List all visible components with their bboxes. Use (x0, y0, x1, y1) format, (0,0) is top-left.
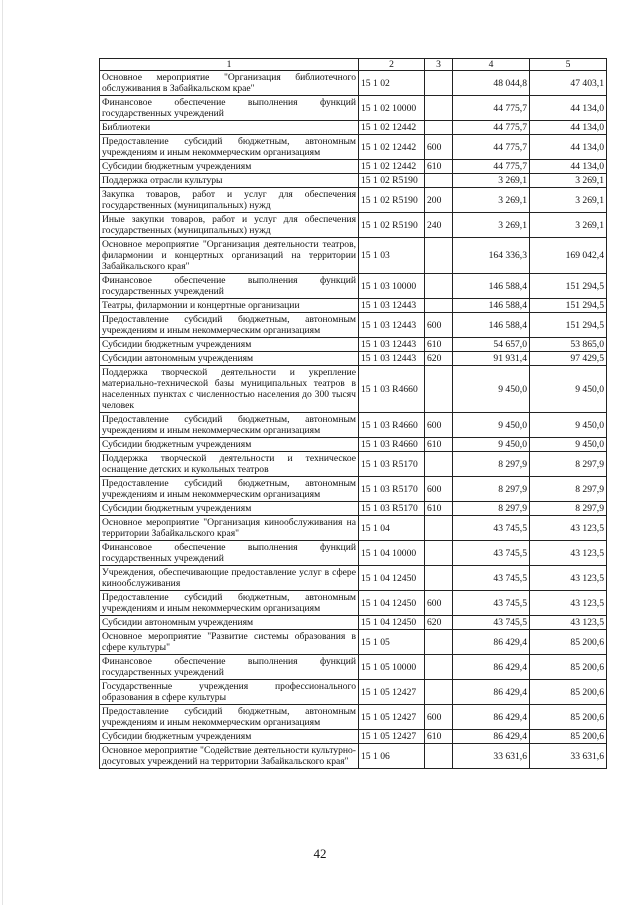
row-amount-1-cell: 9 450,0 (453, 413, 530, 438)
row-expense-type-cell: 610 (425, 502, 453, 516)
row-name-cell: Финансовое обеспечение выполнения функций государственных учреждений (100, 274, 359, 299)
row-amount-2-cell: 43 123,5 (530, 516, 607, 541)
row-code-cell: 15 1 02 10000 (359, 96, 425, 121)
table-row (100, 452, 607, 477)
row-amount-2-cell: 44 134,0 (530, 96, 607, 121)
row-name-cell: Финансовое обеспечение выполнения функций государственных учреждений (100, 96, 359, 121)
row-amount-2-cell: 85 200,6 (530, 730, 607, 744)
table-row (100, 96, 607, 121)
row-name-cell: Предоставление субсидий бюджетным, автономным учреждениям и иным некоммерческим организациям (100, 313, 359, 338)
row-amount-1-cell: 146 588,4 (453, 274, 530, 299)
row-name-cell: Предоставление субсидий бюджетным, автономным учреждениям и иным некоммерческим организациям (100, 413, 359, 438)
row-code-cell: 15 1 04 (359, 516, 425, 541)
row-code-cell: 15 1 02 12442 (359, 135, 425, 160)
scan-edge-line (2, 0, 3, 905)
row-name-cell: Основное мероприятие "Развитие системы образования в сфере культуры" (100, 630, 359, 655)
row-amount-1-cell: 8 297,9 (453, 452, 530, 477)
row-name-cell: Библиотеки (100, 121, 359, 135)
row-code-cell: 15 1 02 R5190 (359, 188, 425, 213)
row-amount-2-cell: 85 200,6 (530, 630, 607, 655)
row-amount-1-cell: 44 775,7 (453, 96, 530, 121)
table-header (100, 59, 607, 71)
row-name-cell: Субсидии бюджетным учреждениям (100, 160, 359, 174)
row-amount-1-cell: 43 745,5 (453, 516, 530, 541)
table-row (100, 616, 607, 630)
row-name-cell: Поддержка творческой деятельности и техническое оснащение детских и кукольных театров (100, 452, 359, 477)
row-name-cell: Основное мероприятие "Содействие деятельности культурно-досуговых учреждений на территории Забайкальского края" (100, 744, 359, 769)
row-amount-2-cell: 85 200,6 (530, 705, 607, 730)
row-code-cell: 15 1 05 12427 (359, 705, 425, 730)
row-code-cell: 15 1 03 R4660 (359, 438, 425, 452)
row-code-cell: 15 1 03 R5170 (359, 502, 425, 516)
row-expense-type-cell: 600 (425, 413, 453, 438)
row-amount-2-cell: 9 450,0 (530, 413, 607, 438)
row-code-cell: 15 1 05 10000 (359, 655, 425, 680)
row-code-cell: 15 1 03 R5170 (359, 477, 425, 502)
row-name-cell: Финансовое обеспечение выполнения функций государственных учреждений (100, 541, 359, 566)
row-name-cell: Финансовое обеспечение выполнения функций государственных учреждений (100, 655, 359, 680)
row-name-cell: Предоставление субсидий бюджетным, автономным учреждениям и иным некоммерческим организациям (100, 135, 359, 160)
row-name-cell: Иные закупки товаров, работ и услуг для обеспечения государственных (муниципальных) нужд (100, 213, 359, 238)
header-col-4: 4 (453, 59, 530, 71)
row-amount-1-cell: 43 745,5 (453, 541, 530, 566)
row-expense-type-cell (425, 566, 453, 591)
row-code-cell: 15 1 03 R5170 (359, 452, 425, 477)
table-row (100, 655, 607, 680)
table-row (100, 121, 607, 135)
row-code-cell: 15 1 03 (359, 238, 425, 274)
row-amount-1-cell: 3 269,1 (453, 174, 530, 188)
row-name-cell: Поддержка творческой деятельности и укрепление материально-технической базы муниципальных театров в населенных пунктах с численностью населения до 300 тысяч человек (100, 366, 359, 413)
table-row (100, 477, 607, 502)
table-row (100, 71, 607, 96)
row-amount-1-cell: 146 588,4 (453, 299, 530, 313)
table-row (100, 566, 607, 591)
row-code-cell: 15 1 02 12442 (359, 121, 425, 135)
row-expense-type-cell: 610 (425, 338, 453, 352)
row-name-cell: Учреждения, обеспечивающие предоставление услуг в сфере кинообслуживания (100, 566, 359, 591)
row-name-cell: Предоставление субсидий бюджетным, автономным учреждениям и иным некоммерческим организациям (100, 591, 359, 616)
row-expense-type-cell (425, 96, 453, 121)
row-amount-1-cell: 146 588,4 (453, 313, 530, 338)
row-expense-type-cell: 200 (425, 188, 453, 213)
row-amount-1-cell: 164 336,3 (453, 238, 530, 274)
row-amount-1-cell: 86 429,4 (453, 730, 530, 744)
row-expense-type-cell (425, 452, 453, 477)
row-amount-1-cell: 44 775,7 (453, 160, 530, 174)
row-amount-2-cell: 85 200,6 (530, 680, 607, 705)
row-code-cell: 15 1 04 12450 (359, 616, 425, 630)
row-name-cell: Субсидии бюджетным учреждениям (100, 502, 359, 516)
row-amount-2-cell: 85 200,6 (530, 655, 607, 680)
row-expense-type-cell: 600 (425, 135, 453, 160)
row-code-cell: 15 1 03 R4660 (359, 413, 425, 438)
row-name-cell: Субсидии бюджетным учреждениям (100, 338, 359, 352)
row-code-cell: 15 1 02 (359, 71, 425, 96)
row-code-cell: 15 1 04 12450 (359, 566, 425, 591)
header-col-3: 3 (425, 59, 453, 71)
row-name-cell: Субсидии бюджетным учреждениям (100, 438, 359, 452)
table-row (100, 274, 607, 299)
table-row (100, 730, 607, 744)
row-expense-type-cell (425, 299, 453, 313)
row-expense-type-cell: 610 (425, 730, 453, 744)
row-expense-type-cell (425, 238, 453, 274)
row-amount-2-cell: 97 429,5 (530, 352, 607, 366)
row-amount-2-cell: 3 269,1 (530, 188, 607, 213)
table-row (100, 299, 607, 313)
row-expense-type-cell: 600 (425, 313, 453, 338)
row-code-cell: 15 1 05 12427 (359, 680, 425, 705)
row-amount-1-cell: 8 297,9 (453, 502, 530, 516)
row-amount-2-cell: 44 134,0 (530, 135, 607, 160)
row-amount-2-cell: 8 297,9 (530, 502, 607, 516)
row-expense-type-cell (425, 630, 453, 655)
row-amount-2-cell: 8 297,9 (530, 477, 607, 502)
row-amount-1-cell: 3 269,1 (453, 213, 530, 238)
row-name-cell: Основное мероприятие "Организация библиотечного обслуживания в Забайкальском крае" (100, 71, 359, 96)
row-name-cell: Субсидии бюджетным учреждениям (100, 730, 359, 744)
row-code-cell: 15 1 02 R5190 (359, 213, 425, 238)
row-expense-type-cell: 610 (425, 160, 453, 174)
table-row (100, 174, 607, 188)
row-code-cell: 15 1 04 10000 (359, 541, 425, 566)
table-row (100, 338, 607, 352)
table-row (100, 313, 607, 338)
row-amount-2-cell: 43 123,5 (530, 616, 607, 630)
row-expense-type-cell (425, 274, 453, 299)
table-row (100, 591, 607, 616)
page-number: 42 (313, 846, 327, 861)
row-expense-type-cell (425, 366, 453, 413)
row-name-cell: Основное мероприятие "Организация деятельности театров, филармонии и концертных организаций на территории Забайкальского края" (100, 238, 359, 274)
row-amount-2-cell: 8 297,9 (530, 452, 607, 477)
row-amount-2-cell: 151 294,5 (530, 299, 607, 313)
row-name-cell: Государственные учреждения профессионального образования в сфере культуры (100, 680, 359, 705)
table-row (100, 135, 607, 160)
row-expense-type-cell (425, 541, 453, 566)
table-row (100, 188, 607, 213)
table-row (100, 160, 607, 174)
row-amount-1-cell: 91 931,4 (453, 352, 530, 366)
row-name-cell: Субсидии автономным учреждениям (100, 616, 359, 630)
table-row (100, 352, 607, 366)
row-expense-type-cell (425, 516, 453, 541)
row-expense-type-cell: 600 (425, 591, 453, 616)
row-amount-2-cell: 9 450,0 (530, 366, 607, 413)
row-name-cell: Основное мероприятие "Организация кинообслуживания на территории Забайкальского края" (100, 516, 359, 541)
row-expense-type-cell (425, 174, 453, 188)
table-row (100, 502, 607, 516)
table-row (100, 213, 607, 238)
row-code-cell: 15 1 03 12443 (359, 313, 425, 338)
row-code-cell: 15 1 02 R5190 (359, 174, 425, 188)
row-name-cell: Театры, филармонии и концертные организации (100, 299, 359, 313)
row-amount-2-cell: 43 123,5 (530, 566, 607, 591)
row-amount-2-cell: 9 450,0 (530, 438, 607, 452)
row-amount-1-cell: 86 429,4 (453, 680, 530, 705)
row-code-cell: 15 1 02 12442 (359, 160, 425, 174)
row-amount-1-cell: 86 429,4 (453, 705, 530, 730)
row-amount-2-cell: 44 134,0 (530, 121, 607, 135)
table-row (100, 438, 607, 452)
header-col-2: 2 (359, 59, 425, 71)
row-amount-2-cell: 43 123,5 (530, 541, 607, 566)
row-amount-1-cell: 44 775,7 (453, 121, 530, 135)
row-expense-type-cell (425, 655, 453, 680)
row-expense-type-cell (425, 680, 453, 705)
row-name-cell: Субсидии автономным учреждениям (100, 352, 359, 366)
row-amount-1-cell: 8 297,9 (453, 477, 530, 502)
row-name-cell: Предоставление субсидий бюджетным, автономным учреждениям и иным некоммерческим организациям (100, 705, 359, 730)
row-amount-1-cell: 54 657,0 (453, 338, 530, 352)
budget-table (99, 58, 607, 769)
row-amount-1-cell: 9 450,0 (453, 366, 530, 413)
row-expense-type-cell (425, 744, 453, 769)
table-row (100, 744, 607, 769)
header-col-1: 1 (100, 59, 359, 71)
row-amount-1-cell: 44 775,7 (453, 135, 530, 160)
row-amount-1-cell: 48 044,8 (453, 71, 530, 96)
row-amount-2-cell: 169 042,4 (530, 238, 607, 274)
row-expense-type-cell (425, 121, 453, 135)
row-amount-2-cell: 53 865,0 (530, 338, 607, 352)
row-amount-2-cell: 47 403,1 (530, 71, 607, 96)
row-amount-1-cell: 9 450,0 (453, 438, 530, 452)
row-code-cell: 15 1 03 R4660 (359, 366, 425, 413)
header-row (100, 59, 607, 71)
row-amount-2-cell: 151 294,5 (530, 313, 607, 338)
row-expense-type-cell: 600 (425, 477, 453, 502)
row-amount-1-cell: 43 745,5 (453, 591, 530, 616)
row-amount-2-cell: 151 294,5 (530, 274, 607, 299)
row-amount-2-cell: 43 123,5 (530, 591, 607, 616)
row-amount-1-cell: 43 745,5 (453, 566, 530, 591)
table-row (100, 516, 607, 541)
table-row (100, 680, 607, 705)
row-expense-type-cell: 620 (425, 616, 453, 630)
row-amount-1-cell: 3 269,1 (453, 188, 530, 213)
row-amount-2-cell: 3 269,1 (530, 174, 607, 188)
row-amount-2-cell: 33 631,6 (530, 744, 607, 769)
row-code-cell: 15 1 06 (359, 744, 425, 769)
row-amount-1-cell: 43 745,5 (453, 616, 530, 630)
row-code-cell: 15 1 03 10000 (359, 274, 425, 299)
header-col-5: 5 (530, 59, 607, 71)
table-row (100, 413, 607, 438)
row-amount-1-cell: 86 429,4 (453, 655, 530, 680)
row-code-cell: 15 1 04 12450 (359, 591, 425, 616)
row-expense-type-cell: 610 (425, 438, 453, 452)
row-code-cell: 15 1 03 12443 (359, 299, 425, 313)
table-row (100, 630, 607, 655)
row-expense-type-cell: 240 (425, 213, 453, 238)
table-body (100, 71, 607, 769)
row-amount-1-cell: 33 631,6 (453, 744, 530, 769)
table-row (100, 366, 607, 413)
table-row (100, 705, 607, 730)
row-name-cell: Закупка товаров, работ и услуг для обеспечения государственных (муниципальных) нужд (100, 188, 359, 213)
table-row (100, 541, 607, 566)
row-expense-type-cell: 600 (425, 705, 453, 730)
row-name-cell: Предоставление субсидий бюджетным, автономным учреждениям и иным некоммерческим организациям (100, 477, 359, 502)
row-code-cell: 15 1 03 12443 (359, 352, 425, 366)
row-code-cell: 15 1 05 (359, 630, 425, 655)
row-amount-1-cell: 86 429,4 (453, 630, 530, 655)
row-amount-2-cell: 44 134,0 (530, 160, 607, 174)
table-row (100, 238, 607, 274)
row-name-cell: Поддержка отрасли культуры (100, 174, 359, 188)
row-code-cell: 15 1 03 12443 (359, 338, 425, 352)
row-expense-type-cell (425, 71, 453, 96)
row-amount-2-cell: 3 269,1 (530, 213, 607, 238)
row-expense-type-cell: 620 (425, 352, 453, 366)
row-code-cell: 15 1 05 12427 (359, 730, 425, 744)
